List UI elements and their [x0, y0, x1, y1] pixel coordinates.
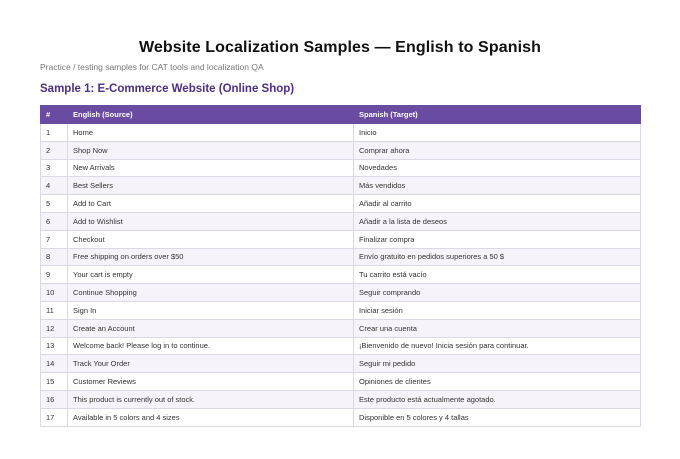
cell-spanish-target: Inicio: [354, 124, 641, 142]
cell-english-source: Add to Wishlist: [68, 212, 354, 230]
table-row: [41, 177, 641, 195]
section-title: Sample 1: E-Commerce Website (Online Shop): [40, 83, 295, 95]
cell-spanish-target: Novedades: [354, 159, 641, 177]
cell-english-source: Your cart is empty: [68, 266, 354, 284]
cell-english-source: Customer Reviews: [68, 373, 354, 391]
table-header-row: [41, 106, 641, 124]
cell-number: 12: [41, 319, 68, 337]
table-row: [41, 124, 641, 142]
cell-english-source: Continue Shopping: [68, 284, 354, 302]
cell-number: 16: [41, 390, 68, 408]
cell-number: 15: [41, 373, 68, 391]
cell-english-source: Create an Account: [68, 319, 354, 337]
table-row: [41, 230, 641, 248]
cell-english-source: Track Your Order: [68, 355, 354, 373]
table-row: [41, 355, 641, 373]
cell-number: 8: [41, 248, 68, 266]
page-title: Website Localization Samples — English to Spanish: [138, 39, 541, 56]
table-row: [41, 408, 641, 426]
table-row: [41, 195, 641, 213]
table-body: [41, 124, 641, 427]
table-row: [41, 248, 641, 266]
cell-spanish-target: Comprar ahora: [354, 141, 641, 159]
cell-number: 9: [41, 266, 68, 284]
cell-english-source: Available in 5 colors and 4 sizes: [68, 408, 354, 426]
cell-spanish-target: Tu carrito está vacío: [354, 266, 641, 284]
cell-spanish-target: Opiniones de clientes: [354, 373, 641, 391]
table-row: [41, 301, 641, 319]
table-row: [41, 390, 641, 408]
localization-table: [40, 105, 641, 427]
table-row: [41, 159, 641, 177]
cell-number: 4: [41, 177, 68, 195]
cell-spanish-target: Crear una cuenta: [354, 319, 641, 337]
page-subtitle: Practice / testing samples for CAT tools and localization QA: [40, 62, 264, 72]
cell-number: 10: [41, 284, 68, 302]
cell-english-source: New Arrivals: [68, 159, 354, 177]
cell-spanish-target: Disponible en 5 colores y 4 tallas: [354, 408, 641, 426]
cell-number: 6: [41, 212, 68, 230]
cell-number: 2: [41, 141, 68, 159]
cell-number: 17: [41, 408, 68, 426]
cell-english-source: Shop Now: [68, 141, 354, 159]
cell-number: 11: [41, 301, 68, 319]
cell-english-source: Sign In: [68, 301, 354, 319]
cell-spanish-target: Seguir mi pedido: [354, 355, 641, 373]
column-header-english: English (Source): [68, 106, 354, 124]
table-row: [41, 141, 641, 159]
table-row: [41, 212, 641, 230]
column-header-number: #: [41, 106, 68, 124]
table-row: [41, 373, 641, 391]
cell-english-source: Home: [68, 124, 354, 142]
cell-english-source: Checkout: [68, 230, 354, 248]
table-row: [41, 266, 641, 284]
cell-spanish-target: Seguir comprando: [354, 284, 641, 302]
column-header-spanish: Spanish (Target): [354, 106, 641, 124]
table-row: [41, 319, 641, 337]
cell-spanish-target: Añadir a la lista de deseos: [354, 212, 641, 230]
cell-number: 5: [41, 195, 68, 213]
cell-english-source: Welcome back! Please log in to continue.: [68, 337, 354, 355]
cell-spanish-target: Envío gratuito en pedidos superiores a 50 $: [354, 248, 641, 266]
cell-spanish-target: Este producto está actualmente agotado.: [354, 390, 641, 408]
table-row: [41, 284, 641, 302]
cell-english-source: Best Sellers: [68, 177, 354, 195]
cell-spanish-target: ¡Bienvenido de nuevo! Inicia sesión para continuar.: [354, 337, 641, 355]
cell-number: 7: [41, 230, 68, 248]
cell-spanish-target: Más vendidos: [354, 177, 641, 195]
cell-number: 3: [41, 159, 68, 177]
cell-number: 14: [41, 355, 68, 373]
cell-number: 13: [41, 337, 68, 355]
cell-spanish-target: Finalizar compra: [354, 230, 641, 248]
table-row: [41, 337, 641, 355]
cell-english-source: This product is currently out of stock.: [68, 390, 354, 408]
cell-number: 1: [41, 124, 68, 142]
cell-english-source: Free shipping on orders over $50: [68, 248, 354, 266]
cell-spanish-target: Añadir al carrito: [354, 195, 641, 213]
cell-english-source: Add to Cart: [68, 195, 354, 213]
cell-spanish-target: Iniciar sesión: [354, 301, 641, 319]
